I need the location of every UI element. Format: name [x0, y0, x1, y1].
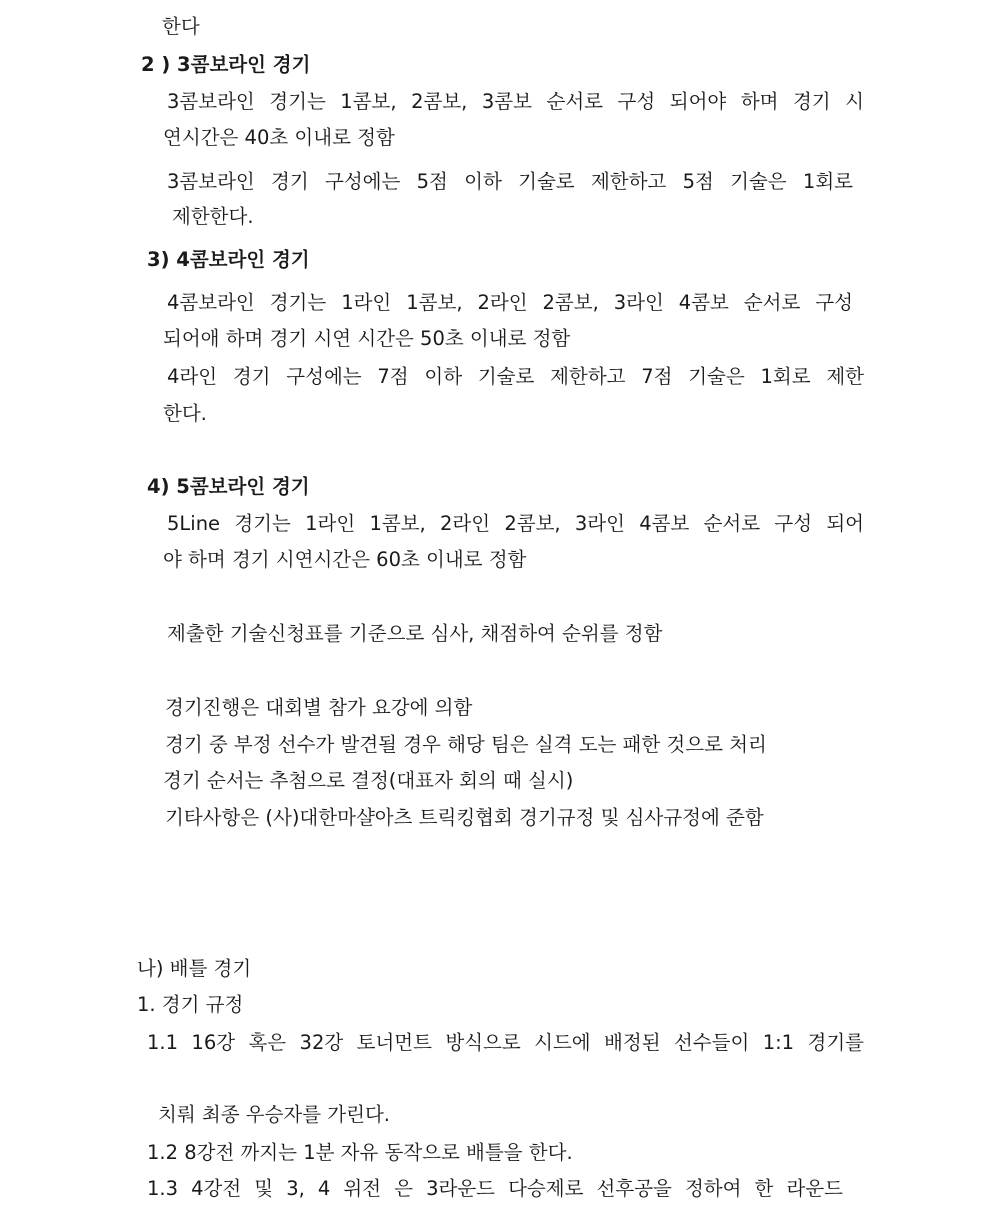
- text-line: 1.3 4강전 및 3, 4 위전 은 3라운드 다승제로 선후공을 정하여 한 라운드: [147, 1177, 843, 1200]
- section-heading: 나) 배틀 경기: [137, 957, 252, 980]
- text-line: 경기 순서는 추첨으로 결정(대표자 회의 때 실시): [163, 769, 574, 792]
- text-line: 제한한다.: [172, 205, 254, 228]
- section-heading: 4) 5콤보라인 경기: [147, 475, 310, 498]
- text-line: 3콤보라인 경기 구성에는 5점 이하 기술로 제한하고 5점 기술은 1회로: [167, 170, 853, 193]
- text-line: 4콤보라인 경기는 1라인 1콤보, 2라인 2콤보, 3라인 4콤보 순서로 구성: [167, 291, 853, 314]
- section-heading: 3) 4콤보라인 경기: [147, 248, 310, 271]
- text-line: 연시간은 40초 이내로 정함: [163, 126, 395, 149]
- section-heading: 2 ) 3콤보라인 경기: [141, 53, 311, 76]
- text-line: 야 하며 경기 시연시간은 60초 이내로 정함: [163, 548, 527, 571]
- text-line: 1.2 8강전 까지는 1분 자유 동작으로 배틀을 한다.: [147, 1141, 573, 1164]
- text-line: 치뤄 최종 우승자를 가린다.: [158, 1103, 391, 1126]
- text-line: 기타사항은 (사)대한마샬아츠 트릭킹협회 경기규정 및 심사규정에 준함: [165, 806, 764, 829]
- text-line: 1. 경기 규정: [137, 993, 244, 1016]
- text-line: 경기 중 부정 선수가 발견될 경우 해당 팀은 실격 도는 패한 것으로 처리: [165, 733, 767, 756]
- text-line: 3콤보라인 경기는 1콤보, 2콤보, 3콤보 순서로 구성 되어야 하며 경기 시: [167, 90, 864, 113]
- text-line: 한다: [162, 15, 200, 38]
- text-line: 되어애 하며 경기 시연 시간은 50초 이내로 정함: [163, 327, 571, 350]
- text-line: 4라인 경기 구성에는 7점 이하 기술로 제한하고 7점 기술은 1회로 제한: [167, 365, 864, 388]
- text-line: 제출한 기술신청표를 기준으로 심사, 채점하여 순위를 정함: [167, 622, 663, 645]
- text-line: 1.1 16강 혹은 32강 토너먼트 방식으로 시드에 배정된 선수들이 1:1 경기를: [147, 1031, 864, 1054]
- text-line: 5Line 경기는 1라인 1콤보, 2라인 2콤보, 3라인 4콤보 순서로 구성 되어: [167, 512, 864, 535]
- text-line: 한다.: [163, 402, 207, 425]
- text-line: 경기진행은 대회별 참가 요강에 의함: [165, 696, 473, 719]
